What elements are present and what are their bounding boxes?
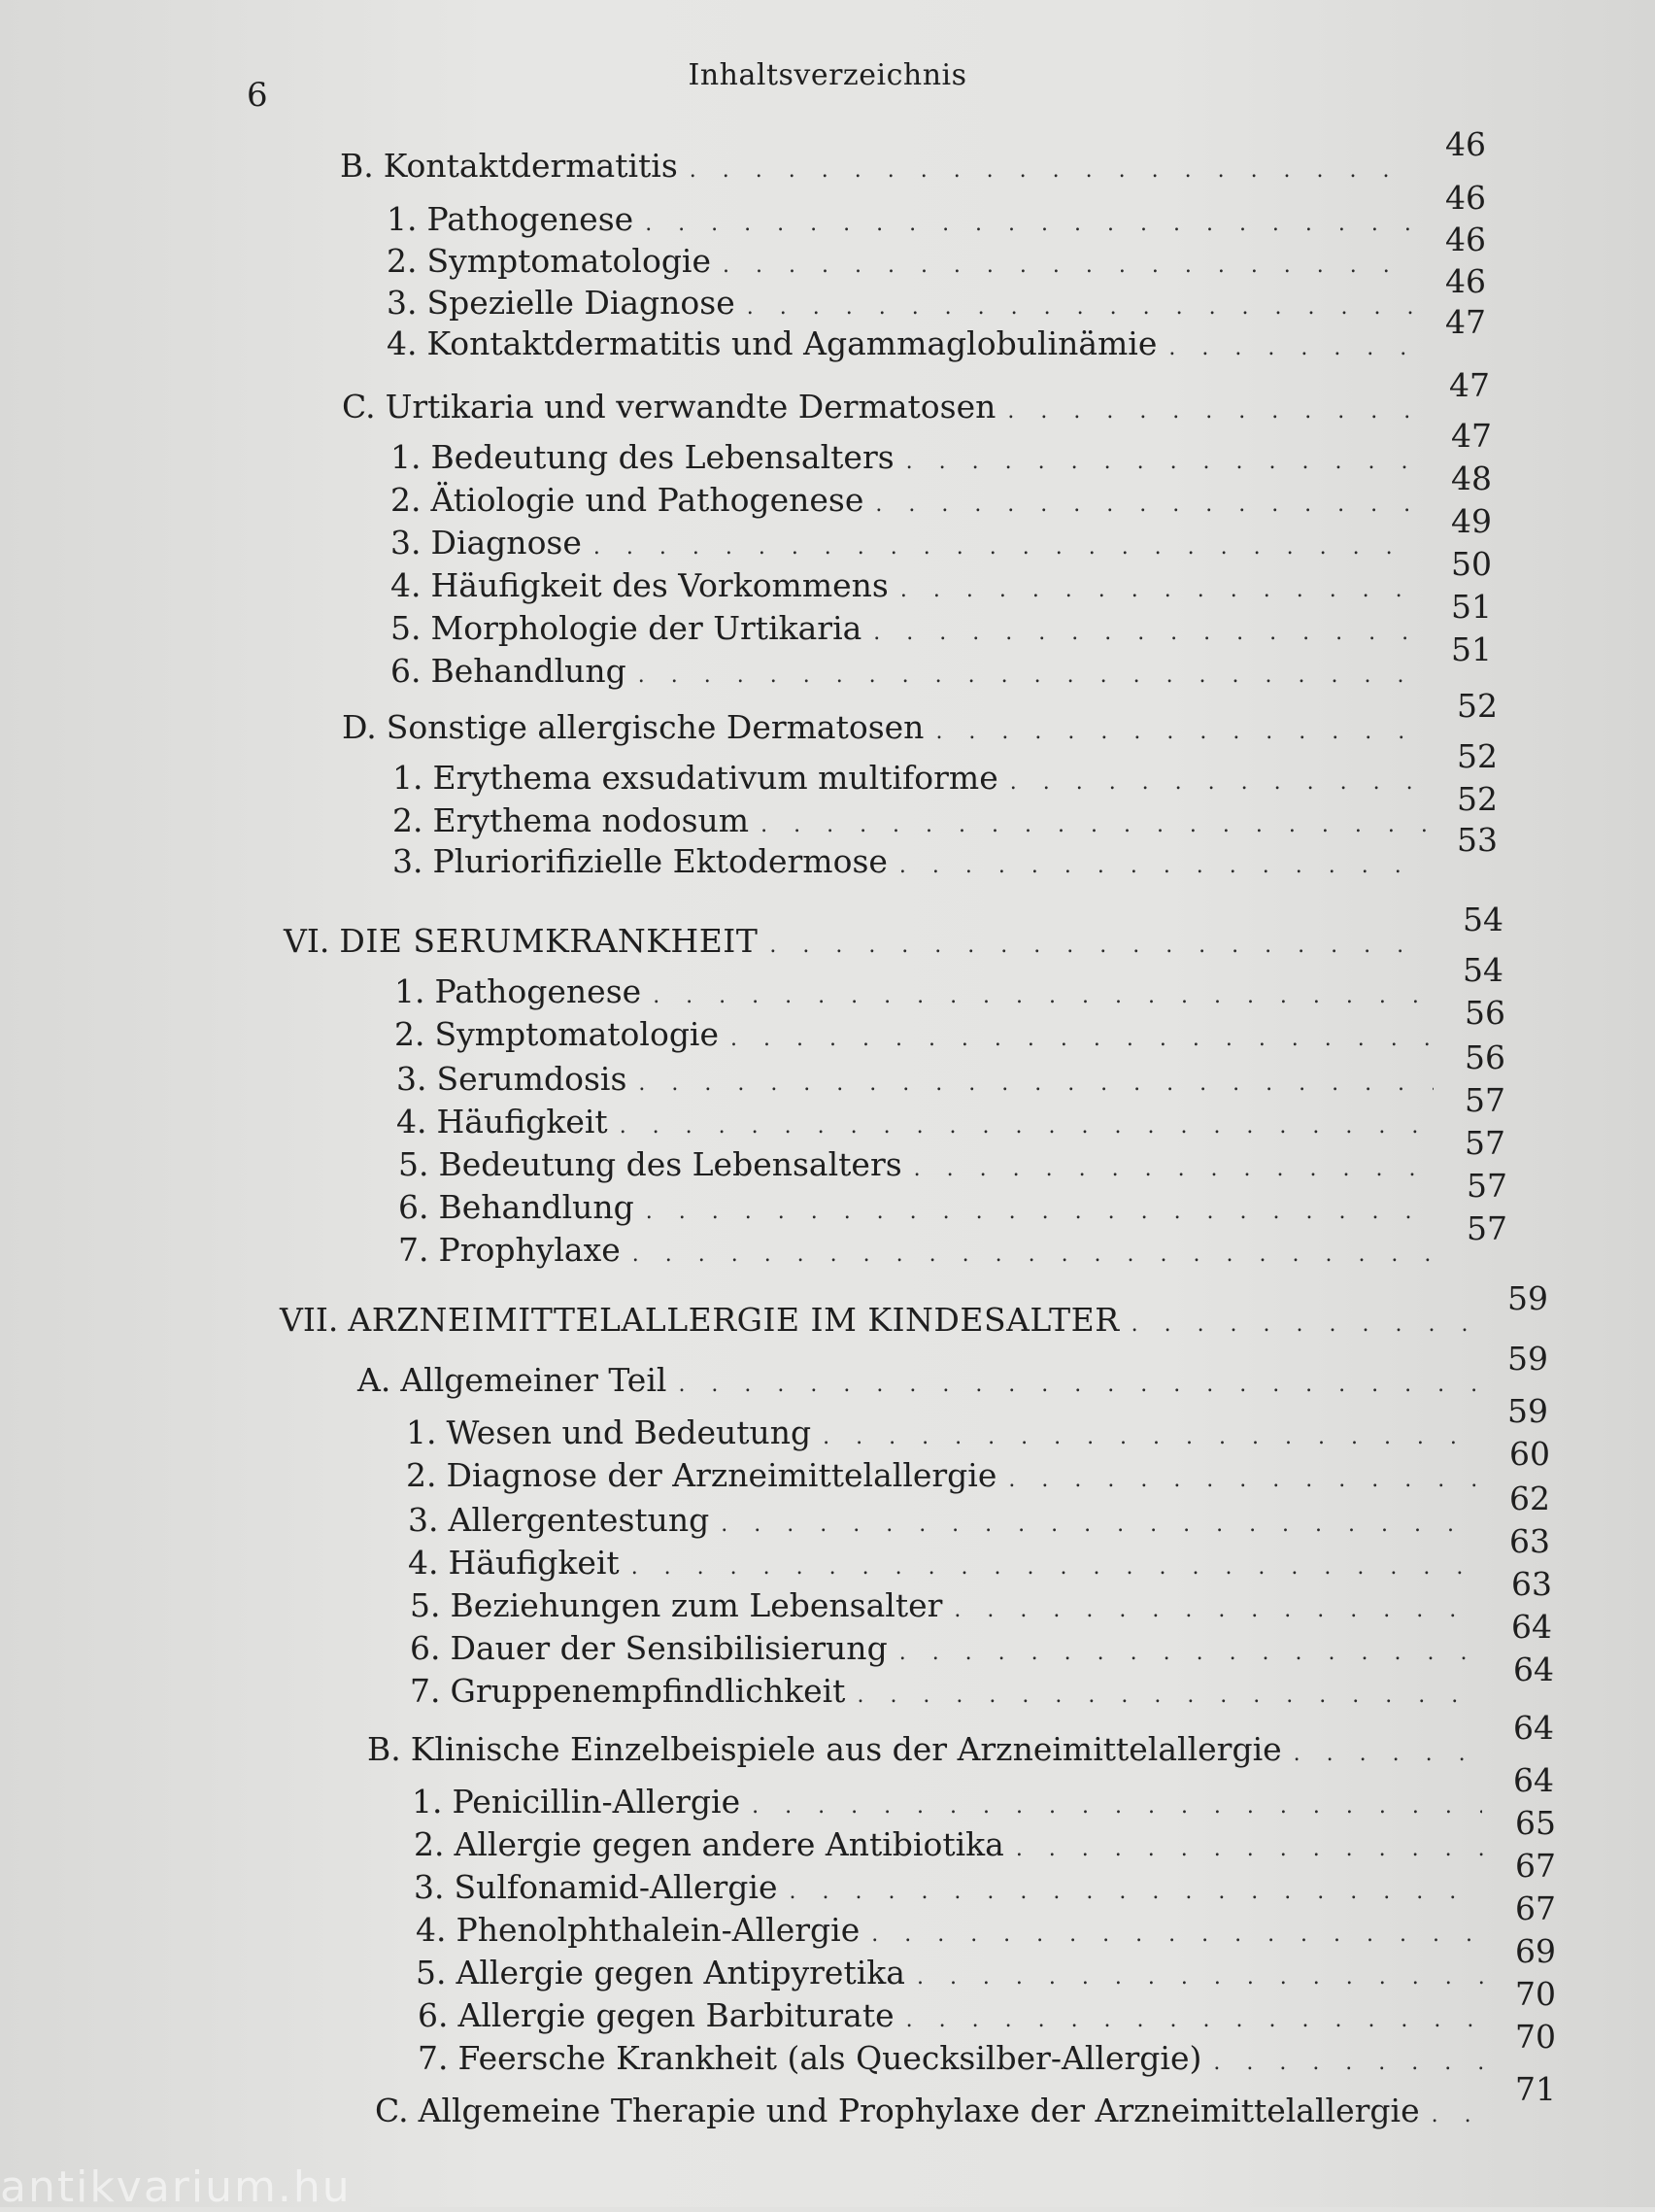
entry-title: Pluriorifizielle Ektodermose bbox=[432, 842, 888, 880]
entry-number: 2. bbox=[392, 801, 423, 839]
entry-title: Phenolphthalein-Allergie bbox=[456, 1911, 861, 1949]
dot-leader bbox=[906, 2008, 1484, 2032]
dot-leader bbox=[631, 1555, 1478, 1580]
entry-title: Spezielle Diagnose bbox=[426, 284, 735, 322]
entry-page: 46 bbox=[1445, 221, 1486, 258]
toc-entry bbox=[406, 1392, 1548, 1451]
toc-entry bbox=[392, 821, 1498, 880]
entry-page: 52 bbox=[1457, 737, 1498, 775]
entry-number: 1. bbox=[394, 972, 425, 1010]
entry-title: Morphologie der Urtikaria bbox=[430, 609, 862, 647]
entry-title: Behandlung bbox=[430, 652, 626, 690]
toc-entry bbox=[418, 2018, 1556, 2077]
entry-number: VII. bbox=[280, 1301, 339, 1339]
entry-number: 7. bbox=[398, 1231, 429, 1269]
entry-number: 4. bbox=[408, 1544, 439, 1582]
entry-title: Gruppenempfindlichkeit bbox=[450, 1672, 846, 1710]
entry-title: Pathogenese bbox=[434, 972, 642, 1010]
entry-number: 1. bbox=[406, 1413, 437, 1451]
entry-page: 70 bbox=[1515, 2018, 1556, 2056]
toc-entry bbox=[398, 1209, 1507, 1269]
entry-title: Serumdosis bbox=[436, 1060, 627, 1098]
entry-number: 2. bbox=[390, 481, 422, 519]
entry-title: Allgemeine Therapie und Prophylaxe der Arzneimittelallergie bbox=[418, 2092, 1420, 2129]
entry-page: 46 bbox=[1445, 262, 1486, 300]
toc-entry bbox=[410, 1565, 1552, 1624]
entry-title: Prophylaxe bbox=[438, 1231, 621, 1269]
entry-title: Bedeutung des Lebensalters bbox=[438, 1145, 902, 1183]
entry-number: VI. bbox=[284, 922, 330, 960]
entry-title: Kontaktdermatitis bbox=[383, 147, 678, 185]
running-head: Inhaltsverzeichnis bbox=[688, 58, 967, 92]
dot-leader bbox=[730, 1027, 1434, 1051]
entry-title: Penicillin-Allergie bbox=[452, 1783, 741, 1821]
dot-leader bbox=[632, 1242, 1435, 1267]
toc-entry bbox=[387, 221, 1486, 280]
dot-leader bbox=[790, 1880, 1485, 1904]
entry-page: 52 bbox=[1457, 687, 1498, 725]
toc-entry bbox=[367, 1709, 1554, 1768]
toc-entry bbox=[342, 366, 1490, 425]
entry-title: Allgemeiner Teil bbox=[400, 1361, 667, 1399]
dot-leader bbox=[900, 578, 1420, 602]
entry-number: C. bbox=[375, 2092, 409, 2129]
entry-title: Allergie gegen Barbiturate bbox=[457, 1996, 895, 2034]
entry-page: 59 bbox=[1507, 1340, 1548, 1378]
entry-page: 65 bbox=[1515, 1804, 1556, 1842]
dot-leader bbox=[875, 493, 1420, 517]
entry-title: Behandlung bbox=[438, 1188, 634, 1226]
entry-page: 63 bbox=[1511, 1565, 1552, 1603]
toc-chapter-entry bbox=[284, 901, 1503, 960]
dot-leader bbox=[593, 535, 1420, 560]
toc-entry bbox=[414, 1804, 1556, 1863]
dot-leader bbox=[954, 1598, 1480, 1622]
toc-entry bbox=[357, 1340, 1548, 1399]
dot-leader bbox=[653, 984, 1432, 1008]
entry-page: 56 bbox=[1465, 1038, 1505, 1076]
dot-leader bbox=[747, 295, 1414, 320]
entry-number: 3. bbox=[408, 1501, 439, 1539]
entry-page: 67 bbox=[1515, 1889, 1556, 1927]
toc-entry bbox=[390, 545, 1492, 604]
entry-page: 64 bbox=[1513, 1761, 1554, 1799]
toc-entry bbox=[418, 1975, 1556, 2034]
entry-number: 5. bbox=[390, 609, 422, 647]
entry-page: 53 bbox=[1457, 821, 1498, 859]
entry-page: 47 bbox=[1449, 366, 1490, 404]
entry-number: 3. bbox=[414, 1868, 445, 1906]
toc-entry bbox=[398, 1167, 1507, 1226]
dot-leader bbox=[1010, 770, 1426, 795]
dot-leader bbox=[899, 854, 1426, 878]
entry-title: Sonstige allergische Dermatosen bbox=[386, 708, 925, 746]
dot-leader bbox=[1294, 1742, 1482, 1766]
toc-entry bbox=[342, 687, 1498, 746]
entry-title: Kontaktdermatitis und Agammaglobulinämie bbox=[426, 324, 1158, 362]
dot-leader bbox=[899, 1641, 1480, 1665]
entry-number: 4. bbox=[390, 566, 422, 604]
entry-title: Häufigkeit des Vorkommens bbox=[430, 566, 889, 604]
entry-number: 6. bbox=[398, 1188, 429, 1226]
entry-title: Dauer der Sensibilisierung bbox=[450, 1629, 888, 1667]
entry-page: 57 bbox=[1467, 1167, 1507, 1205]
dot-leader bbox=[1008, 1468, 1478, 1492]
entry-number: 4. bbox=[416, 1911, 447, 1949]
dot-leader bbox=[1168, 336, 1414, 360]
dot-leader bbox=[645, 212, 1414, 236]
entry-title: Feersche Krankheit (als Quecksilber-Allergie) bbox=[457, 2039, 1202, 2077]
entry-number: 4. bbox=[396, 1103, 427, 1140]
toc-entry bbox=[416, 1889, 1556, 1949]
dot-leader bbox=[935, 720, 1426, 744]
toc-entry bbox=[390, 417, 1492, 476]
entry-title: Allergentestung bbox=[448, 1501, 710, 1539]
entry-title: Wesen und Bedeutung bbox=[446, 1413, 812, 1451]
page-number: 6 bbox=[247, 76, 268, 115]
entry-title: Häufigkeit bbox=[436, 1103, 608, 1140]
dot-leader bbox=[823, 1425, 1476, 1449]
dot-leader bbox=[1131, 1312, 1476, 1337]
toc-entry bbox=[340, 125, 1486, 185]
entry-number: A. bbox=[357, 1361, 391, 1399]
dot-leader bbox=[1016, 1837, 1484, 1861]
entry-number: D. bbox=[342, 708, 377, 746]
dot-leader bbox=[857, 1684, 1482, 1708]
entry-page: 71 bbox=[1515, 2070, 1556, 2108]
toc-entry bbox=[387, 262, 1486, 322]
entry-page: 47 bbox=[1451, 417, 1492, 455]
dot-leader bbox=[917, 1965, 1484, 1990]
toc-entry bbox=[394, 994, 1505, 1053]
toc-entry bbox=[390, 630, 1492, 690]
entry-page: 64 bbox=[1511, 1608, 1552, 1646]
entry-page: 57 bbox=[1465, 1081, 1505, 1119]
toc-entry bbox=[387, 179, 1486, 238]
entry-number: 1. bbox=[390, 438, 422, 476]
toc-entry bbox=[392, 780, 1498, 839]
entry-page: 57 bbox=[1467, 1209, 1507, 1247]
entry-title: Häufigkeit bbox=[448, 1544, 620, 1582]
dot-leader bbox=[906, 450, 1420, 474]
toc-entry bbox=[390, 588, 1492, 647]
entry-title: Beziehungen zum Lebensalter bbox=[450, 1586, 943, 1624]
dot-leader bbox=[1432, 2103, 1484, 2127]
entry-title: Erythema nodosum bbox=[432, 801, 750, 839]
entry-page: 56 bbox=[1465, 994, 1505, 1032]
entry-number: 5. bbox=[410, 1586, 441, 1624]
entry-page: 67 bbox=[1515, 1847, 1556, 1885]
dot-leader bbox=[873, 621, 1420, 645]
entry-number: 3. bbox=[387, 284, 418, 322]
dot-leader bbox=[638, 664, 1420, 688]
dot-leader bbox=[620, 1114, 1434, 1139]
entry-number: 4. bbox=[387, 324, 418, 362]
toc-entry bbox=[408, 1522, 1550, 1582]
entry-title: Diagnose der Arzneimittelallergie bbox=[446, 1456, 997, 1494]
entry-title: Diagnose bbox=[430, 524, 582, 562]
entry-page: 50 bbox=[1451, 545, 1492, 583]
entry-page: 46 bbox=[1445, 125, 1486, 163]
entry-page: 51 bbox=[1451, 630, 1492, 668]
entry-number: 3. bbox=[390, 524, 422, 562]
entry-page: 51 bbox=[1451, 588, 1492, 626]
entry-page: 62 bbox=[1509, 1480, 1550, 1517]
entry-number: 2. bbox=[406, 1456, 437, 1494]
dot-leader bbox=[721, 1513, 1478, 1537]
entry-number: B. bbox=[367, 1730, 401, 1768]
toc-entry bbox=[414, 1847, 1556, 1906]
toc-entry bbox=[410, 1650, 1554, 1710]
entry-title: DIE SERUMKRANKHEIT bbox=[339, 922, 759, 960]
dot-leader bbox=[871, 1923, 1484, 1947]
entry-number: 3. bbox=[396, 1060, 427, 1098]
entry-number: 6. bbox=[410, 1629, 441, 1667]
entry-page: 54 bbox=[1463, 951, 1503, 989]
entry-title: ARZNEIMITTELALLERGIE IM KINDESALTER bbox=[348, 1301, 1120, 1339]
entry-number: 5. bbox=[398, 1145, 429, 1183]
dot-leader bbox=[914, 1157, 1434, 1181]
toc-chapter-entry bbox=[280, 1279, 1548, 1339]
entry-page: 49 bbox=[1451, 502, 1492, 540]
entry-page: 48 bbox=[1451, 459, 1492, 497]
watermark: antikvarium.hu bbox=[0, 2162, 352, 2212]
toc-entry bbox=[390, 459, 1492, 519]
toc-entry bbox=[396, 1081, 1505, 1140]
entry-title: Erythema exsudativum multiforme bbox=[432, 759, 998, 797]
entry-page: 47 bbox=[1445, 303, 1486, 341]
dot-leader bbox=[1007, 399, 1418, 424]
entry-title: Klinische Einzelbeispiele aus der Arzneimittelallergie bbox=[410, 1730, 1282, 1768]
toc-entry bbox=[412, 1761, 1554, 1821]
entry-number: C. bbox=[342, 388, 376, 425]
dot-leader bbox=[678, 1373, 1476, 1397]
entry-number: 7. bbox=[410, 1672, 441, 1710]
dot-leader bbox=[638, 1072, 1434, 1096]
dot-leader bbox=[723, 254, 1414, 278]
entry-number: 2. bbox=[394, 1015, 425, 1053]
entry-page: 57 bbox=[1465, 1124, 1505, 1162]
dot-leader bbox=[690, 158, 1414, 183]
entry-page: 59 bbox=[1507, 1279, 1548, 1317]
entry-number: 7. bbox=[418, 2039, 449, 2077]
entry-number: 1. bbox=[387, 200, 418, 238]
entry-page: 59 bbox=[1507, 1392, 1548, 1430]
dot-leader bbox=[760, 813, 1426, 837]
entry-number: 1. bbox=[412, 1783, 443, 1821]
entry-page: 60 bbox=[1509, 1435, 1550, 1473]
entry-page: 64 bbox=[1513, 1709, 1554, 1747]
toc-entry bbox=[392, 737, 1498, 797]
toc-entry bbox=[394, 951, 1503, 1010]
dot-leader bbox=[752, 1794, 1482, 1819]
entry-number: B. bbox=[340, 147, 374, 185]
dot-leader bbox=[646, 1200, 1435, 1224]
entry-number: 2. bbox=[387, 242, 418, 280]
entry-title: Ätiologie und Pathogenese bbox=[430, 481, 864, 519]
entry-page: 46 bbox=[1445, 179, 1486, 217]
entry-page: 64 bbox=[1513, 1650, 1554, 1688]
toc-entry bbox=[396, 1038, 1505, 1098]
entry-page: 63 bbox=[1509, 1522, 1550, 1560]
entry-title: Allergie gegen andere Antibiotika bbox=[454, 1825, 1004, 1863]
dot-leader bbox=[769, 934, 1432, 958]
entry-title: Urtikaria und verwandte Dermatosen bbox=[385, 388, 996, 425]
entry-number: 1. bbox=[392, 759, 423, 797]
toc-entry bbox=[408, 1480, 1550, 1539]
entry-title: Bedeutung des Lebensalters bbox=[430, 438, 895, 476]
dot-leader bbox=[1213, 2051, 1484, 2075]
toc-entry bbox=[398, 1124, 1505, 1183]
toc-entry bbox=[390, 502, 1492, 562]
entry-number: 2. bbox=[414, 1825, 445, 1863]
entry-title: Sulfonamid-Allergie bbox=[454, 1868, 778, 1906]
entry-number: 5. bbox=[416, 1954, 447, 1991]
entry-page: 70 bbox=[1515, 1975, 1556, 2013]
entry-page: 52 bbox=[1457, 780, 1498, 818]
entry-page: 54 bbox=[1463, 901, 1503, 938]
entry-number: 6. bbox=[418, 1996, 449, 2034]
toc-entry bbox=[375, 2070, 1556, 2129]
entry-number: 3. bbox=[392, 842, 423, 880]
entry-title: Pathogenese bbox=[426, 200, 634, 238]
entry-title: Symptomatologie bbox=[434, 1015, 720, 1053]
toc-entry bbox=[410, 1608, 1552, 1667]
entry-page: 69 bbox=[1515, 1932, 1556, 1970]
entry-number: 6. bbox=[390, 652, 422, 690]
entry-title: Symptomatologie bbox=[426, 242, 712, 280]
toc-entry bbox=[416, 1932, 1556, 1991]
entry-title: Allergie gegen Antipyretika bbox=[456, 1954, 905, 1991]
toc-entry bbox=[406, 1435, 1550, 1494]
